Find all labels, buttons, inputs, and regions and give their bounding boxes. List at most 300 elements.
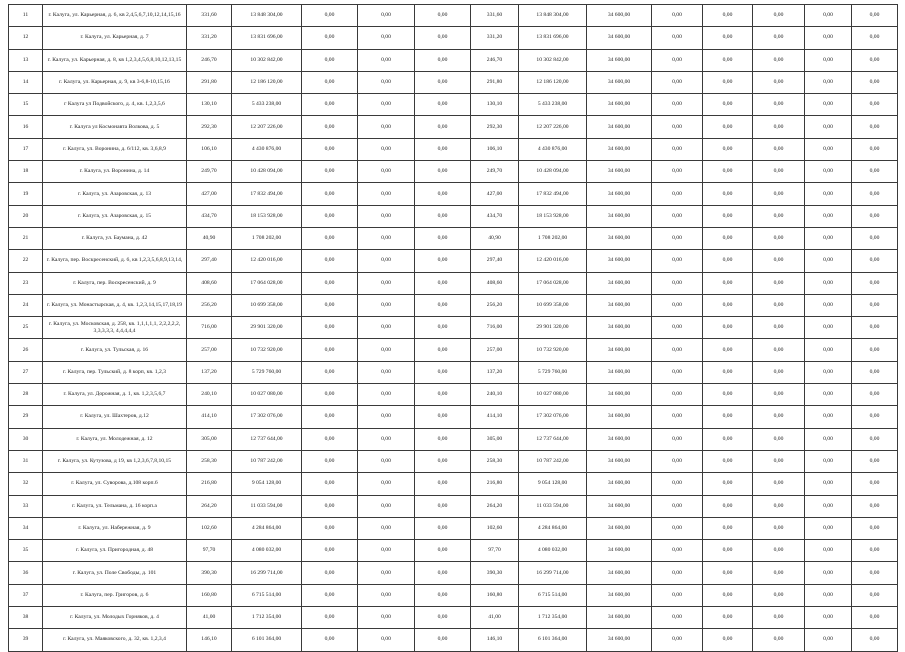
unit-cost-cell: 34 600,00 [587,317,652,339]
zero-cell-a: 0,00 [302,5,358,27]
cost-cell: 10 699 358,00 [232,294,302,316]
zero-cell-a: 0,00 [302,161,358,183]
cost-repeat-cell: 1 712 354,00 [519,607,587,629]
area-cell: 331,20 [187,27,232,49]
area-cell: 292,30 [187,116,232,138]
zero-cell-f: 0,00 [753,406,805,428]
cost-cell: 10 428 094,00 [232,161,302,183]
zero-cell-e: 0,00 [703,227,753,249]
zero-cell-a: 0,00 [302,473,358,495]
zero-cell-a: 0,00 [302,428,358,450]
zero-cell-c: 0,00 [415,428,471,450]
area-cell: 258,30 [187,450,232,472]
cost-repeat-cell: 10 732 920,00 [519,339,587,361]
table-row [9,94,898,116]
zero-cell-f: 0,00 [753,339,805,361]
address-cell: г Калуга ул Подвойского, д. 4, кв. 1,2,3,5,6 [43,94,187,116]
zero-cell-a: 0,00 [302,227,358,249]
cost-repeat-cell: 4 430 876,00 [519,138,587,160]
zero-cell-e: 0,00 [703,339,753,361]
zero-cell-h: 0,00 [852,428,898,450]
zero-cell-h: 0,00 [852,183,898,205]
zero-cell-a: 0,00 [302,49,358,71]
area-cell: 331,60 [187,5,232,27]
zero-cell-h: 0,00 [852,361,898,383]
cost-repeat-cell: 17 302 076,00 [519,406,587,428]
cost-repeat-cell: 12 737 644,00 [519,428,587,450]
cost-cell: 12 207 226,00 [232,116,302,138]
row-number-cell: 16 [9,116,43,138]
zero-cell-b: 0,00 [358,495,415,517]
cost-cell: 10 787 242,00 [232,450,302,472]
unit-cost-cell: 34 600,00 [587,71,652,93]
zero-cell-b: 0,00 [358,584,415,606]
zero-cell-h: 0,00 [852,71,898,93]
zero-cell-g: 0,00 [805,384,852,406]
zero-cell-b: 0,00 [358,205,415,227]
cost-cell: 1 712 354,00 [232,607,302,629]
row-number-cell: 30 [9,428,43,450]
area-repeat-cell: 292,30 [471,116,519,138]
zero-cell-a: 0,00 [302,317,358,339]
area-repeat-cell: 216,80 [471,473,519,495]
zero-cell-e: 0,00 [703,540,753,562]
zero-cell-g: 0,00 [805,495,852,517]
zero-cell-a: 0,00 [302,27,358,49]
address-cell: г. Калуга, ул. Карьерная, д. 9, кв 3-6,8-10,15,16 [43,71,187,93]
zero-cell-a: 0,00 [302,116,358,138]
table-row [9,517,898,539]
row-number-cell: 18 [9,161,43,183]
zero-cell-h: 0,00 [852,406,898,428]
unit-cost-cell: 34 600,00 [587,629,652,651]
zero-cell-g: 0,00 [805,629,852,651]
unit-cost-cell: 34 600,00 [587,227,652,249]
row-number-cell: 25 [9,317,43,339]
zero-cell-b: 0,00 [358,161,415,183]
cost-repeat-cell: 13 831 696,00 [519,27,587,49]
cost-repeat-cell: 10 787 242,00 [519,450,587,472]
zero-cell-h: 0,00 [852,250,898,272]
zero-cell-f: 0,00 [753,629,805,651]
zero-cell-c: 0,00 [415,49,471,71]
table-row [9,450,898,472]
cost-repeat-cell: 17 064 028,00 [519,272,587,294]
zero-cell-h: 0,00 [852,339,898,361]
zero-cell-d: 0,00 [652,49,703,71]
zero-cell-g: 0,00 [805,5,852,27]
zero-cell-f: 0,00 [753,71,805,93]
table-row [9,272,898,294]
zero-cell-g: 0,00 [805,584,852,606]
zero-cell-d: 0,00 [652,629,703,651]
area-cell: 97,70 [187,540,232,562]
row-number-cell: 33 [9,495,43,517]
zero-cell-d: 0,00 [652,250,703,272]
zero-cell-g: 0,00 [805,272,852,294]
zero-cell-d: 0,00 [652,406,703,428]
cost-cell: 18 153 928,00 [232,205,302,227]
unit-cost-cell: 34 600,00 [587,450,652,472]
cost-repeat-cell: 9 054 128,00 [519,473,587,495]
zero-cell-e: 0,00 [703,94,753,116]
cost-cell: 6 101 364,00 [232,629,302,651]
table-row [9,138,898,160]
area-cell: 264,20 [187,495,232,517]
zero-cell-f: 0,00 [753,607,805,629]
table-row [9,116,898,138]
zero-cell-d: 0,00 [652,317,703,339]
cost-cell: 29 901 320,00 [232,317,302,339]
zero-cell-f: 0,00 [753,428,805,450]
area-cell: 305,00 [187,428,232,450]
zero-cell-f: 0,00 [753,473,805,495]
table-row [9,406,898,428]
row-number-cell: 38 [9,607,43,629]
zero-cell-f: 0,00 [753,294,805,316]
table-row [9,607,898,629]
table-row [9,49,898,71]
zero-cell-b: 0,00 [358,517,415,539]
area-repeat-cell: 256,20 [471,294,519,316]
cost-cell: 17 064 028,00 [232,272,302,294]
cost-cell: 10 302 842,00 [232,49,302,71]
zero-cell-d: 0,00 [652,584,703,606]
address-cell: г. Калуга, ул. Молодых Горняков, д. 4 [43,607,187,629]
zero-cell-f: 0,00 [753,384,805,406]
zero-cell-b: 0,00 [358,384,415,406]
zero-cell-f: 0,00 [753,361,805,383]
zero-cell-b: 0,00 [358,227,415,249]
zero-cell-e: 0,00 [703,183,753,205]
zero-cell-a: 0,00 [302,540,358,562]
address-cell: г. Калуга, ул. Карьерная, д. 6, кв 2,4,5,6,7,10,12,14,15,16 [43,5,187,27]
zero-cell-a: 0,00 [302,629,358,651]
zero-cell-e: 0,00 [703,71,753,93]
zero-cell-e: 0,00 [703,49,753,71]
zero-cell-b: 0,00 [358,250,415,272]
row-number-cell: 26 [9,339,43,361]
zero-cell-c: 0,00 [415,116,471,138]
cost-repeat-cell: 12 207 226,00 [519,116,587,138]
zero-cell-h: 0,00 [852,5,898,27]
cost-repeat-cell: 29 901 320,00 [519,317,587,339]
table-row [9,71,898,93]
zero-cell-h: 0,00 [852,384,898,406]
table-row [9,428,898,450]
zero-cell-d: 0,00 [652,5,703,27]
zero-cell-e: 0,00 [703,607,753,629]
zero-cell-e: 0,00 [703,517,753,539]
zero-cell-g: 0,00 [805,161,852,183]
zero-cell-e: 0,00 [703,205,753,227]
cost-cell: 17 832 494,00 [232,183,302,205]
zero-cell-h: 0,00 [852,205,898,227]
zero-cell-h: 0,00 [852,116,898,138]
cost-cell: 17 302 076,00 [232,406,302,428]
zero-cell-b: 0,00 [358,94,415,116]
cost-repeat-cell: 13 848 304,00 [519,5,587,27]
zero-cell-c: 0,00 [415,361,471,383]
zero-cell-h: 0,00 [852,272,898,294]
zero-cell-d: 0,00 [652,428,703,450]
zero-cell-h: 0,00 [852,473,898,495]
area-repeat-cell: 130,10 [471,94,519,116]
zero-cell-e: 0,00 [703,384,753,406]
zero-cell-b: 0,00 [358,562,415,584]
zero-cell-a: 0,00 [302,406,358,428]
row-number-cell: 15 [9,94,43,116]
zero-cell-e: 0,00 [703,317,753,339]
address-cell: г. Калуга, ул. Московская, д. 258, кв. 1,1,1,1,1, 2,2,2,2,2, 3,3,3,3,3, 4,4,4,4,4 [43,317,187,339]
cost-repeat-cell: 16 299 714,00 [519,562,587,584]
area-repeat-cell: 160,80 [471,584,519,606]
zero-cell-c: 0,00 [415,27,471,49]
cost-repeat-cell: 6 101 364,00 [519,629,587,651]
zero-cell-f: 0,00 [753,227,805,249]
zero-cell-c: 0,00 [415,94,471,116]
row-number-cell: 14 [9,71,43,93]
address-cell: г. Калуга, пер. Тульский, д. 8 корп, кв. 1,2,3 [43,361,187,383]
zero-cell-g: 0,00 [805,116,852,138]
unit-cost-cell: 34 600,00 [587,250,652,272]
zero-cell-c: 0,00 [415,5,471,27]
area-cell: 291,80 [187,71,232,93]
zero-cell-e: 0,00 [703,495,753,517]
area-cell: 246,70 [187,49,232,71]
area-repeat-cell: 249,70 [471,161,519,183]
zero-cell-a: 0,00 [302,294,358,316]
unit-cost-cell: 34 600,00 [587,294,652,316]
zero-cell-g: 0,00 [805,540,852,562]
row-number-cell: 13 [9,49,43,71]
zero-cell-a: 0,00 [302,94,358,116]
zero-cell-b: 0,00 [358,317,415,339]
zero-cell-e: 0,00 [703,473,753,495]
zero-cell-h: 0,00 [852,27,898,49]
area-repeat-cell: 41,00 [471,607,519,629]
cost-repeat-cell: 18 153 928,00 [519,205,587,227]
zero-cell-d: 0,00 [652,562,703,584]
zero-cell-c: 0,00 [415,540,471,562]
zero-cell-c: 0,00 [415,250,471,272]
area-repeat-cell: 331,60 [471,5,519,27]
cost-repeat-cell: 4 284 864,00 [519,517,587,539]
zero-cell-h: 0,00 [852,540,898,562]
zero-cell-g: 0,00 [805,339,852,361]
cost-repeat-cell: 1 708 202,00 [519,227,587,249]
zero-cell-c: 0,00 [415,138,471,160]
cost-repeat-cell: 5 729 760,00 [519,361,587,383]
table-body [9,5,898,652]
cost-repeat-cell: 12 420 016,00 [519,250,587,272]
cost-repeat-cell: 5 433 238,00 [519,94,587,116]
cost-cell: 4 430 876,00 [232,138,302,160]
zero-cell-d: 0,00 [652,227,703,249]
zero-cell-f: 0,00 [753,183,805,205]
row-number-cell: 23 [9,272,43,294]
area-repeat-cell: 257,00 [471,339,519,361]
zero-cell-g: 0,00 [805,250,852,272]
zero-cell-a: 0,00 [302,339,358,361]
area-repeat-cell: 291,80 [471,71,519,93]
zero-cell-e: 0,00 [703,629,753,651]
zero-cell-c: 0,00 [415,183,471,205]
zero-cell-g: 0,00 [805,517,852,539]
table-row [9,562,898,584]
table-row [9,317,898,339]
cost-cell: 1 708 202,00 [232,227,302,249]
address-cell: г. Калуга, ул. Воронина, д. 6/112, кв. 3,6,8,9 [43,138,187,160]
area-cell: 408,60 [187,272,232,294]
row-number-cell: 28 [9,384,43,406]
zero-cell-d: 0,00 [652,205,703,227]
zero-cell-f: 0,00 [753,250,805,272]
zero-cell-a: 0,00 [302,71,358,93]
row-number-cell: 32 [9,473,43,495]
cost-cell: 5 729 760,00 [232,361,302,383]
unit-cost-cell: 34 600,00 [587,473,652,495]
zero-cell-f: 0,00 [753,161,805,183]
cost-cell: 4 284 864,00 [232,517,302,539]
cost-cell: 10 027 080,00 [232,384,302,406]
table-row [9,384,898,406]
address-cell: г. Калуга, ул. Дорожная, д. 1, кв. 1,2,3,5,6,7 [43,384,187,406]
area-repeat-cell: 716,00 [471,317,519,339]
zero-cell-d: 0,00 [652,183,703,205]
unit-cost-cell: 34 600,00 [587,607,652,629]
row-number-cell: 20 [9,205,43,227]
unit-cost-cell: 34 600,00 [587,584,652,606]
unit-cost-cell: 34 600,00 [587,339,652,361]
address-cell: г. Калуга, ул. Поле Свободы, д. 101 [43,562,187,584]
zero-cell-b: 0,00 [358,71,415,93]
zero-cell-b: 0,00 [358,116,415,138]
table-row [9,339,898,361]
zero-cell-f: 0,00 [753,495,805,517]
zero-cell-h: 0,00 [852,517,898,539]
zero-cell-h: 0,00 [852,317,898,339]
zero-cell-e: 0,00 [703,428,753,450]
cost-cell: 10 732 920,00 [232,339,302,361]
address-cell: г. Калуга, ул. Молодежная, д. 12 [43,428,187,450]
area-cell: 41,00 [187,607,232,629]
zero-cell-g: 0,00 [805,294,852,316]
address-cell: г. Калуга, ул. Набережная, д. 9 [43,517,187,539]
row-number-cell: 35 [9,540,43,562]
zero-cell-b: 0,00 [358,428,415,450]
area-repeat-cell: 146,10 [471,629,519,651]
area-cell: 102,60 [187,517,232,539]
zero-cell-c: 0,00 [415,584,471,606]
zero-cell-c: 0,00 [415,272,471,294]
zero-cell-b: 0,00 [358,49,415,71]
table-row [9,250,898,272]
zero-cell-a: 0,00 [302,272,358,294]
zero-cell-d: 0,00 [652,94,703,116]
zero-cell-h: 0,00 [852,629,898,651]
cost-repeat-cell: 17 832 494,00 [519,183,587,205]
zero-cell-e: 0,00 [703,562,753,584]
zero-cell-a: 0,00 [302,450,358,472]
area-repeat-cell: 240,10 [471,384,519,406]
zero-cell-c: 0,00 [415,294,471,316]
row-number-cell: 29 [9,406,43,428]
unit-cost-cell: 34 600,00 [587,562,652,584]
zero-cell-b: 0,00 [358,339,415,361]
zero-cell-h: 0,00 [852,49,898,71]
zero-cell-a: 0,00 [302,361,358,383]
area-cell: 249,70 [187,161,232,183]
zero-cell-f: 0,00 [753,27,805,49]
area-repeat-cell: 434,70 [471,205,519,227]
address-cell: г. Калуга, пер. Воскресенский, д. 6, кв 1,2,3,5,6,8,9,13,14, [43,250,187,272]
zero-cell-g: 0,00 [805,94,852,116]
table-row [9,27,898,49]
cost-repeat-cell: 10 699 358,00 [519,294,587,316]
zero-cell-a: 0,00 [302,562,358,584]
zero-cell-f: 0,00 [753,94,805,116]
zero-cell-c: 0,00 [415,71,471,93]
area-repeat-cell: 390,30 [471,562,519,584]
zero-cell-g: 0,00 [805,71,852,93]
zero-cell-f: 0,00 [753,205,805,227]
area-repeat-cell: 408,60 [471,272,519,294]
unit-cost-cell: 34 600,00 [587,384,652,406]
housing-register-table [8,4,898,652]
unit-cost-cell: 34 600,00 [587,517,652,539]
cost-cell: 13 848 304,00 [232,5,302,27]
zero-cell-f: 0,00 [753,272,805,294]
zero-cell-g: 0,00 [805,138,852,160]
cost-cell: 12 737 644,00 [232,428,302,450]
zero-cell-a: 0,00 [302,584,358,606]
area-repeat-cell: 305,00 [471,428,519,450]
zero-cell-a: 0,00 [302,517,358,539]
zero-cell-c: 0,00 [415,495,471,517]
zero-cell-d: 0,00 [652,607,703,629]
zero-cell-g: 0,00 [805,49,852,71]
area-repeat-cell: 414,10 [471,406,519,428]
unit-cost-cell: 34 600,00 [587,5,652,27]
cost-repeat-cell: 10 302 842,00 [519,49,587,71]
zero-cell-c: 0,00 [415,517,471,539]
zero-cell-d: 0,00 [652,540,703,562]
zero-cell-c: 0,00 [415,384,471,406]
address-cell: г. Калуга, ул. Пригородная, д. 48 [43,540,187,562]
table-row [9,183,898,205]
area-cell: 390,30 [187,562,232,584]
row-number-cell: 17 [9,138,43,160]
zero-cell-d: 0,00 [652,71,703,93]
zero-cell-c: 0,00 [415,473,471,495]
area-cell: 434,70 [187,205,232,227]
zero-cell-c: 0,00 [415,629,471,651]
row-number-cell: 24 [9,294,43,316]
cost-cell: 11 033 594,00 [232,495,302,517]
area-repeat-cell: 258,30 [471,450,519,472]
zero-cell-g: 0,00 [805,406,852,428]
zero-cell-a: 0,00 [302,138,358,160]
unit-cost-cell: 34 600,00 [587,27,652,49]
row-number-cell: 11 [9,5,43,27]
zero-cell-b: 0,00 [358,540,415,562]
zero-cell-h: 0,00 [852,161,898,183]
zero-cell-d: 0,00 [652,116,703,138]
zero-cell-g: 0,00 [805,450,852,472]
area-repeat-cell: 106,10 [471,138,519,160]
zero-cell-e: 0,00 [703,584,753,606]
